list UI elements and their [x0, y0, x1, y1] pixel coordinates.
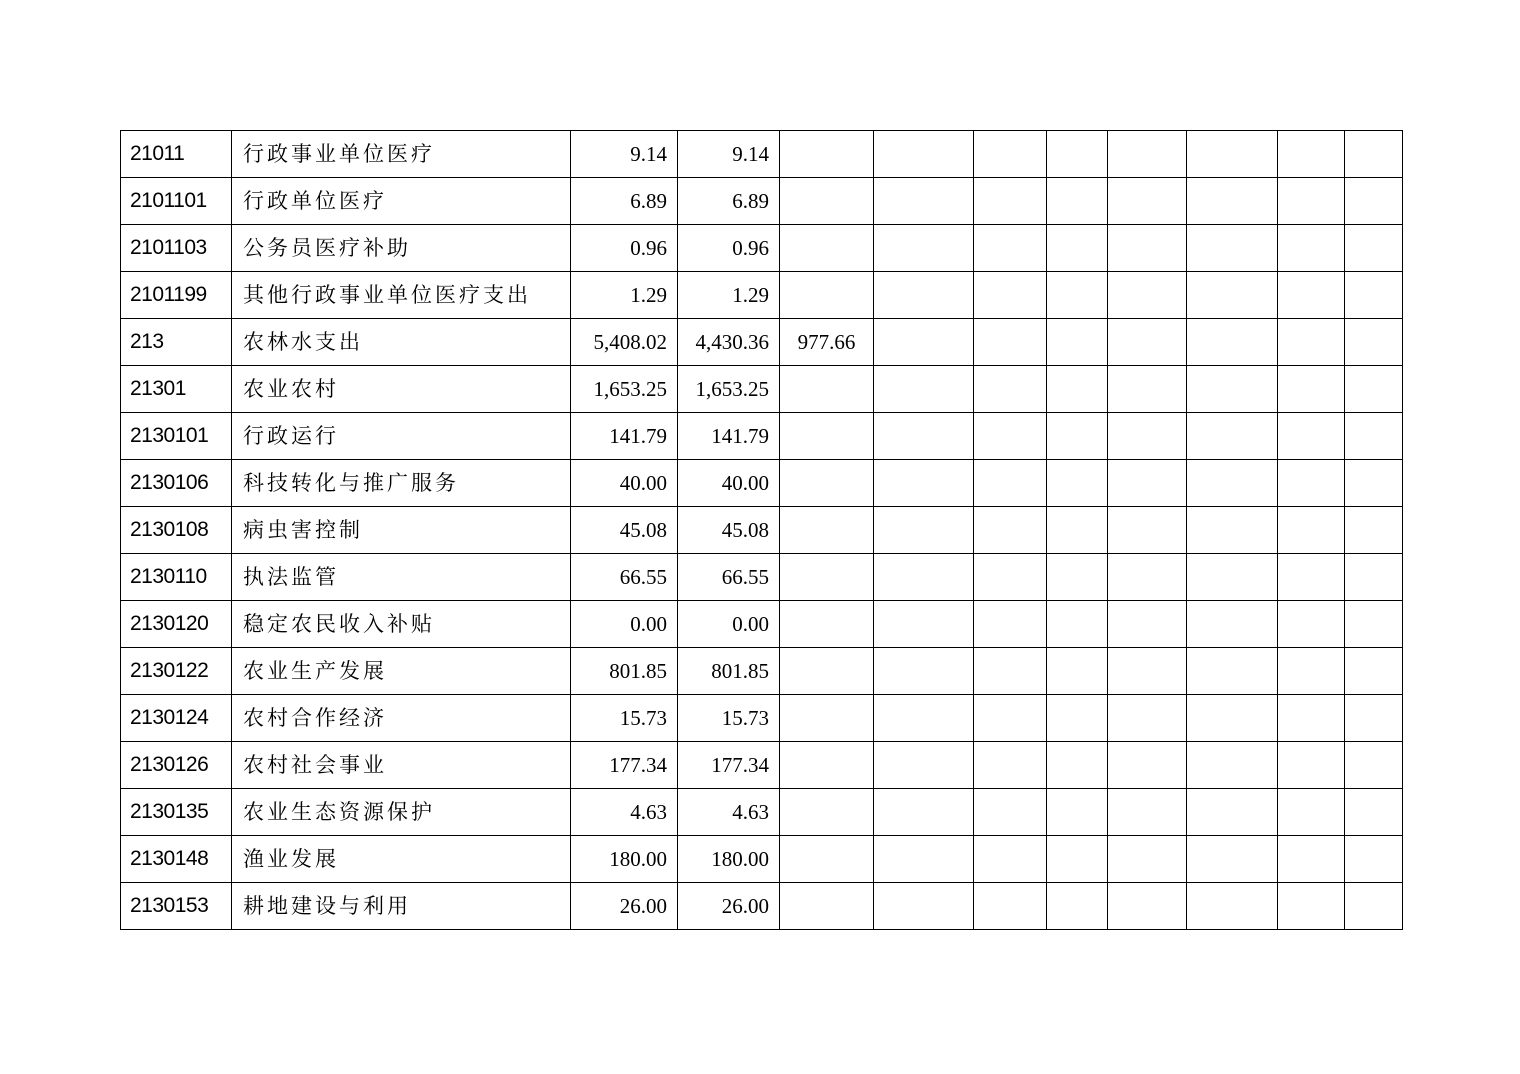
total-amount-cell: 66.55: [571, 554, 678, 601]
basic-amount-cell: 6.89: [678, 178, 780, 225]
empty-cell: [1108, 648, 1187, 695]
empty-cell: [1047, 695, 1108, 742]
subject-name-cell: 科技转化与推广服务: [232, 460, 571, 507]
empty-cell: [1047, 413, 1108, 460]
empty-cell: [974, 507, 1047, 554]
empty-cell: [1108, 413, 1187, 460]
empty-cell: [1345, 554, 1403, 601]
subject-name-cell: 其他行政事业单位医疗支出: [232, 272, 571, 319]
empty-cell: [874, 413, 974, 460]
empty-cell: [1047, 742, 1108, 789]
empty-cell: [974, 272, 1047, 319]
empty-cell: [1047, 507, 1108, 554]
empty-cell: [1047, 836, 1108, 883]
empty-cell: [1278, 225, 1345, 272]
table-row: [121, 507, 1403, 554]
empty-cell: [1187, 460, 1278, 507]
empty-cell: [974, 836, 1047, 883]
empty-cell: [874, 178, 974, 225]
subject-code-cell: 2130124: [121, 695, 232, 742]
project-amount-cell: [780, 601, 874, 648]
subject-name-cell: 执法监管: [232, 554, 571, 601]
basic-amount-cell: 15.73: [678, 695, 780, 742]
project-amount-cell: [780, 366, 874, 413]
empty-cell: [974, 131, 1047, 178]
project-amount-cell: [780, 460, 874, 507]
table-row: [121, 225, 1403, 272]
empty-cell: [874, 554, 974, 601]
project-amount-cell: [780, 507, 874, 554]
budget-table: [120, 130, 1403, 930]
project-amount-cell: [780, 554, 874, 601]
empty-cell: [1345, 836, 1403, 883]
total-amount-cell: 5,408.02: [571, 319, 678, 366]
empty-cell: [1345, 319, 1403, 366]
empty-cell: [1108, 836, 1187, 883]
table-row: [121, 554, 1403, 601]
project-amount-cell: [780, 225, 874, 272]
project-amount-cell: [780, 742, 874, 789]
project-amount-cell: [780, 883, 874, 930]
empty-cell: [1278, 507, 1345, 554]
empty-cell: [1047, 272, 1108, 319]
empty-cell: [1108, 225, 1187, 272]
basic-amount-cell: 0.00: [678, 601, 780, 648]
total-amount-cell: 1.29: [571, 272, 678, 319]
empty-cell: [1345, 178, 1403, 225]
empty-cell: [874, 460, 974, 507]
empty-cell: [874, 366, 974, 413]
empty-cell: [1187, 319, 1278, 366]
empty-cell: [1108, 883, 1187, 930]
subject-name-cell: 农村合作经济: [232, 695, 571, 742]
basic-amount-cell: 1.29: [678, 272, 780, 319]
empty-cell: [1278, 601, 1345, 648]
empty-cell: [1187, 883, 1278, 930]
subject-name-cell: 公务员医疗补助: [232, 225, 571, 272]
empty-cell: [974, 460, 1047, 507]
table-row: [121, 836, 1403, 883]
empty-cell: [974, 413, 1047, 460]
empty-cell: [1278, 460, 1345, 507]
empty-cell: [1108, 460, 1187, 507]
total-amount-cell: 45.08: [571, 507, 678, 554]
subject-code-cell: 2130148: [121, 836, 232, 883]
empty-cell: [1187, 507, 1278, 554]
subject-name-cell: 稳定农民收入补贴: [232, 601, 571, 648]
empty-cell: [1187, 413, 1278, 460]
empty-cell: [1108, 272, 1187, 319]
empty-cell: [974, 695, 1047, 742]
project-amount-cell: [780, 131, 874, 178]
subject-name-cell: 农林水支出: [232, 319, 571, 366]
total-amount-cell: 15.73: [571, 695, 678, 742]
subject-name-cell: 病虫害控制: [232, 507, 571, 554]
empty-cell: [1278, 836, 1345, 883]
empty-cell: [874, 789, 974, 836]
basic-amount-cell: 141.79: [678, 413, 780, 460]
empty-cell: [1187, 648, 1278, 695]
table-row: [121, 883, 1403, 930]
subject-name-cell: 行政单位医疗: [232, 178, 571, 225]
empty-cell: [1047, 601, 1108, 648]
empty-cell: [1108, 554, 1187, 601]
subject-code-cell: 2130106: [121, 460, 232, 507]
empty-cell: [1278, 178, 1345, 225]
table-row: [121, 789, 1403, 836]
table-body: [121, 131, 1403, 930]
empty-cell: [1345, 366, 1403, 413]
empty-cell: [974, 225, 1047, 272]
empty-cell: [974, 554, 1047, 601]
empty-cell: [1345, 742, 1403, 789]
project-amount-cell: [780, 272, 874, 319]
total-amount-cell: 1,653.25: [571, 366, 678, 413]
table-row: [121, 695, 1403, 742]
empty-cell: [1047, 789, 1108, 836]
empty-cell: [1187, 366, 1278, 413]
empty-cell: [1187, 789, 1278, 836]
total-amount-cell: 0.96: [571, 225, 678, 272]
empty-cell: [874, 272, 974, 319]
subject-name-cell: 农业生态资源保护: [232, 789, 571, 836]
basic-amount-cell: 0.96: [678, 225, 780, 272]
project-amount-cell: 977.66: [780, 319, 874, 366]
basic-amount-cell: 1,653.25: [678, 366, 780, 413]
basic-amount-cell: 4.63: [678, 789, 780, 836]
subject-name-cell: 行政事业单位医疗: [232, 131, 571, 178]
subject-code-cell: 2130101: [121, 413, 232, 460]
empty-cell: [1345, 225, 1403, 272]
empty-cell: [1278, 695, 1345, 742]
project-amount-cell: [780, 695, 874, 742]
empty-cell: [874, 225, 974, 272]
basic-amount-cell: 4,430.36: [678, 319, 780, 366]
total-amount-cell: 0.00: [571, 601, 678, 648]
empty-cell: [1108, 319, 1187, 366]
table-row: [121, 601, 1403, 648]
empty-cell: [1047, 225, 1108, 272]
empty-cell: [1047, 460, 1108, 507]
empty-cell: [1278, 742, 1345, 789]
empty-cell: [1108, 789, 1187, 836]
project-amount-cell: [780, 789, 874, 836]
basic-amount-cell: 40.00: [678, 460, 780, 507]
table-row: [121, 460, 1403, 507]
basic-amount-cell: 45.08: [678, 507, 780, 554]
empty-cell: [1047, 366, 1108, 413]
empty-cell: [974, 742, 1047, 789]
total-amount-cell: 801.85: [571, 648, 678, 695]
subject-code-cell: 2101103: [121, 225, 232, 272]
subject-code-cell: 21301: [121, 366, 232, 413]
empty-cell: [1108, 695, 1187, 742]
project-amount-cell: [780, 178, 874, 225]
empty-cell: [1345, 413, 1403, 460]
total-amount-cell: 40.00: [571, 460, 678, 507]
table-row: [121, 272, 1403, 319]
empty-cell: [1278, 789, 1345, 836]
empty-cell: [1187, 131, 1278, 178]
subject-code-cell: 2130153: [121, 883, 232, 930]
empty-cell: [874, 648, 974, 695]
table-row: [121, 413, 1403, 460]
empty-cell: [1345, 507, 1403, 554]
basic-amount-cell: 26.00: [678, 883, 780, 930]
subject-code-cell: 213: [121, 319, 232, 366]
empty-cell: [1047, 883, 1108, 930]
table-row: [121, 319, 1403, 366]
total-amount-cell: 141.79: [571, 413, 678, 460]
empty-cell: [1278, 413, 1345, 460]
empty-cell: [1345, 460, 1403, 507]
total-amount-cell: 26.00: [571, 883, 678, 930]
basic-amount-cell: 180.00: [678, 836, 780, 883]
empty-cell: [974, 648, 1047, 695]
empty-cell: [974, 789, 1047, 836]
empty-cell: [974, 366, 1047, 413]
empty-cell: [874, 836, 974, 883]
empty-cell: [974, 178, 1047, 225]
empty-cell: [1047, 554, 1108, 601]
empty-cell: [874, 695, 974, 742]
empty-cell: [974, 883, 1047, 930]
empty-cell: [874, 507, 974, 554]
empty-cell: [874, 883, 974, 930]
empty-cell: [974, 601, 1047, 648]
empty-cell: [1278, 648, 1345, 695]
empty-cell: [1187, 272, 1278, 319]
total-amount-cell: 9.14: [571, 131, 678, 178]
subject-code-cell: 2130126: [121, 742, 232, 789]
empty-cell: [1187, 225, 1278, 272]
empty-cell: [1187, 601, 1278, 648]
empty-cell: [1345, 648, 1403, 695]
project-amount-cell: [780, 836, 874, 883]
empty-cell: [1278, 554, 1345, 601]
empty-cell: [1108, 178, 1187, 225]
subject-code-cell: 2130135: [121, 789, 232, 836]
empty-cell: [874, 742, 974, 789]
empty-cell: [1278, 319, 1345, 366]
empty-cell: [874, 131, 974, 178]
empty-cell: [1345, 883, 1403, 930]
basic-amount-cell: 66.55: [678, 554, 780, 601]
subject-code-cell: 2130110: [121, 554, 232, 601]
subject-code-cell: 2130108: [121, 507, 232, 554]
basic-amount-cell: 177.34: [678, 742, 780, 789]
empty-cell: [1108, 131, 1187, 178]
subject-code-cell: 21011: [121, 131, 232, 178]
basic-amount-cell: 801.85: [678, 648, 780, 695]
empty-cell: [1187, 836, 1278, 883]
subject-code-cell: 2130122: [121, 648, 232, 695]
subject-name-cell: 农业生产发展: [232, 648, 571, 695]
subject-code-cell: 2101199: [121, 272, 232, 319]
subject-name-cell: 渔业发展: [232, 836, 571, 883]
empty-cell: [1187, 742, 1278, 789]
project-amount-cell: [780, 648, 874, 695]
table-row: [121, 178, 1403, 225]
empty-cell: [1187, 695, 1278, 742]
empty-cell: [1108, 742, 1187, 789]
empty-cell: [1278, 366, 1345, 413]
table-row: [121, 742, 1403, 789]
empty-cell: [874, 319, 974, 366]
empty-cell: [1278, 272, 1345, 319]
total-amount-cell: 6.89: [571, 178, 678, 225]
empty-cell: [1187, 178, 1278, 225]
table-row: [121, 131, 1403, 178]
empty-cell: [1047, 319, 1108, 366]
empty-cell: [1047, 178, 1108, 225]
empty-cell: [1345, 131, 1403, 178]
total-amount-cell: 177.34: [571, 742, 678, 789]
table-row: [121, 366, 1403, 413]
subject-name-cell: 农业农村: [232, 366, 571, 413]
table-row: [121, 648, 1403, 695]
project-amount-cell: [780, 413, 874, 460]
empty-cell: [874, 601, 974, 648]
empty-cell: [1108, 507, 1187, 554]
empty-cell: [1108, 601, 1187, 648]
subject-name-cell: 行政运行: [232, 413, 571, 460]
empty-cell: [1047, 131, 1108, 178]
empty-cell: [1345, 695, 1403, 742]
subject-code-cell: 2130120: [121, 601, 232, 648]
empty-cell: [1278, 883, 1345, 930]
empty-cell: [1345, 789, 1403, 836]
empty-cell: [1047, 648, 1108, 695]
empty-cell: [974, 319, 1047, 366]
basic-amount-cell: 9.14: [678, 131, 780, 178]
empty-cell: [1278, 131, 1345, 178]
total-amount-cell: 4.63: [571, 789, 678, 836]
empty-cell: [1345, 272, 1403, 319]
total-amount-cell: 180.00: [571, 836, 678, 883]
empty-cell: [1187, 554, 1278, 601]
subject-name-cell: 农村社会事业: [232, 742, 571, 789]
subject-code-cell: 2101101: [121, 178, 232, 225]
empty-cell: [1345, 601, 1403, 648]
subject-name-cell: 耕地建设与利用: [232, 883, 571, 930]
empty-cell: [1108, 366, 1187, 413]
